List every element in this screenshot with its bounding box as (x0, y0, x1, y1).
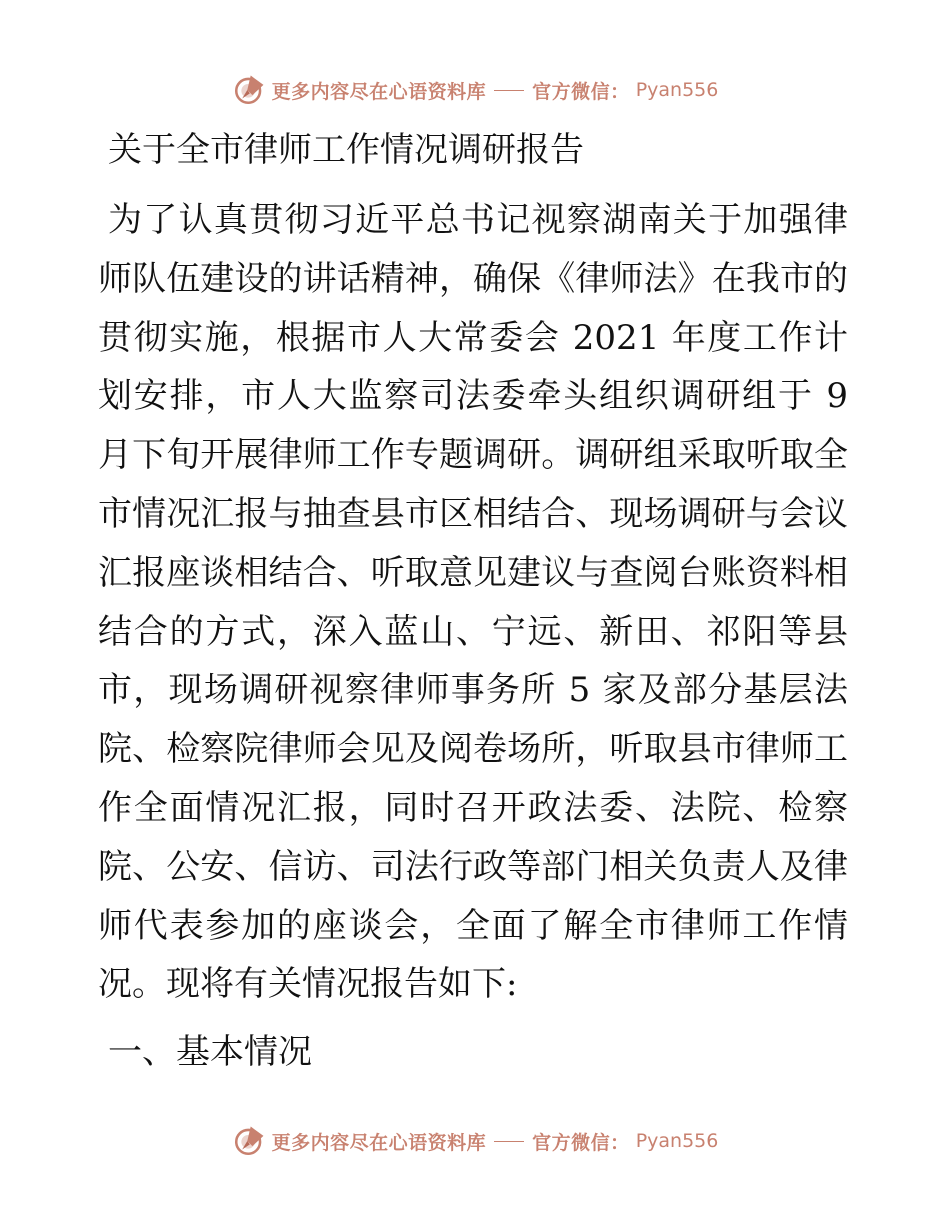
section-heading: 一、基本情况 (108, 1032, 312, 1072)
document-title: 关于全市律师工作情况调研报告 (108, 130, 584, 170)
pen-logo-icon (232, 73, 266, 107)
watermark-content (232, 73, 719, 107)
watermark-text: 更多内容尽在心语资料库 (271, 1131, 487, 1154)
watermark-account: Pyan556 (635, 1130, 719, 1152)
watermark-dash (494, 1141, 524, 1142)
footer-watermark-banner (0, 1121, 950, 1161)
watermark-content (232, 1124, 719, 1158)
watermark-text: 更多内容尽在心语资料库 (271, 80, 487, 103)
watermark-suffix: 官方微信： (532, 80, 630, 103)
watermark-dash (494, 90, 524, 91)
watermark-account: Pyan556 (635, 79, 719, 101)
header-watermark-banner (0, 70, 950, 110)
pen-logo-icon (232, 1124, 266, 1158)
watermark-suffix: 官方微信： (532, 1131, 630, 1154)
body-paragraph: 为了认真贯彻习近平总书记视察湖南关于加强律师队伍建设的讲话精神，确保《律师法》在我市的贯彻实施，根据市人大常委会 2021 年度工作计划安排，市人大监察司法委牵头组织调研组于 9 月下旬开展律师工作专题调研。调研组采取听取全市情况汇报与抽查县市区相结合、现场调研与会议汇报座谈相结合、听取意见建议与查阅台账资料相结合的方式，深入蓝山、宁远、新田、祁阳等县市，现场调研视察律师事务所 5 家及部分基层法院、检察院律师会见及阅卷场所，听取县市律师工作全面情况汇报，同时召开政法委、法院、检察院、公安、信访、司法行政等部门相关负责人及律师代表参加的座谈会，全面了解全市律师工作情况。现将有关情况报告如下: (98, 200, 848, 1005)
